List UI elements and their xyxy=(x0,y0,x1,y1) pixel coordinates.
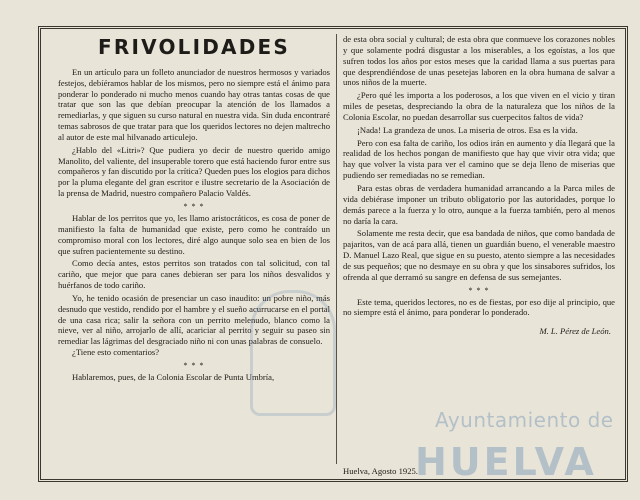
paragraph: En un artículo para un folleto anunciador de nuestros hermosos y variados festejos, debíéramos hablar de los mismos, pero no siempre está el ánimo para ponderar lo ponderado ni mucho menos cuando hay otras tantas cosas de que tratar que son las que debían preocupar la atención de los llamados a remediarlas, y que siguen su curso natural en nuestra vida. Sin duda encontraré temas sabrosos de que tratar para que los queridos lectores no dejen maltrecho al autor de este mal hilvanado articulejo. xyxy=(58,66,330,142)
watermark-line1: Ayuntamiento de xyxy=(435,408,614,432)
paragraph: Hablar de los perritos que yo, les llamo aristocráticos, es cosa de poner de manifiesto la falta de humanidad que existe, pero como he contraído un compromiso moral con los lectores, diré algo aunque solo sea en bien de los que sufren pacientemente su destino. xyxy=(58,212,330,256)
paragraph: ¿Hablo del «Litri»? Que pudiera yo decir de nuestro querido amigo Manolito, del valiente, del insuperable torero que está haciendo furor entre sus compañeros y fan discutido por la crítica? Queden pues los elogios para dichos por la pluma elegante del gran escritor e ilustre secretario de la Asociación de la prensa de Madrid, nuestro compañero Palacio Valdés. xyxy=(58,144,330,199)
watermark-line2: HUELVA xyxy=(415,440,597,484)
author-signature: M. L. Pérez de León. xyxy=(539,326,611,337)
section-separator: * * * xyxy=(183,201,205,211)
column-divider xyxy=(336,34,337,464)
paragraph: Solamente me resta decir, que esa bandada de niños, que como bandada de pajaritos, van de acá para allá, tienen un guardián bueno, el venerable maestro D. Manuel Lazo Real, que sigue en su puesto, atento siempre a las necesidades de sus pequeños; que no desmaye en su obra y que los sinsabores sufridos, los ofrenda al que derramó su sangre en defensa de sus semejantes. xyxy=(343,228,615,282)
section-separator: * * * xyxy=(183,360,205,370)
place-date: Huelva, Agosto 1925. xyxy=(343,466,418,476)
paragraph: Para estas obras de verdadera humanidad arrancando a la Parca miles de vida debiérase imponer un tributo obligatorio por las autoridades, porque lo demás parece a la fuerza y lo otro, aunque a la fuerza también, pero al menos no daría la cara. xyxy=(343,182,615,226)
paragraph: de esta obra social y cultural; de esta obra que conmueve los corazones nobles y que solamente podrá disgustar a los miserables, a los egoístas, a los que sufren todos los años por estos meses que la caridad llama a sus puertas para que desprendiéndose de unas pesetejas laboren en la obra humana de salvar a unos niños de la muerte. xyxy=(343,34,615,88)
paragraph: Como decía antes, estos perritos son tratados con tal solicitud, con tal cariño, que mejor que para canes debieran ser para los niños desvalidos y huérfanos de todo cariño. xyxy=(58,258,330,291)
paragraph: Pero con esa falta de cariño, los odios irán en aumento y día llegará que la realidad de los hechos pongan de manifiesto que hay que vivir otra vida; que hay que volver la vista para ver el camino que se deja lleno de miserias que pudiendo ser remediadas no se remedian. xyxy=(343,137,615,181)
paragraph: Este tema, queridos lectores, no es de fiestas, por eso dije al principio, que no siempre está el ánimo, para ponderar lo ponderado. xyxy=(343,296,615,318)
paragraph: ¿Pero qué les importa a los poderosos, a los que viven en el vicio y tiran miles de pesetas, despreciando la obra de la naturaleza que los niños de la Colonia Escolar, no puedan desarrollar sus cuerpecitos faltos de vida? xyxy=(343,90,615,122)
section-separator: * * * xyxy=(468,285,490,295)
article-left-column xyxy=(58,34,330,383)
paragraph: ¿Tiene esto comentarios? xyxy=(72,347,160,358)
paragraph: Hablaremos, pues, de la Colonia Escolar de Punta Umbría, xyxy=(72,371,275,382)
article-title: FRIVOLIDADES xyxy=(98,35,290,59)
paragraph: Yo, he tenido ocasión de presenciar un caso inaudito: un pobre niño, más desnudo que vestido, rendido por el hambre y el sueño acurrucarse en el portal de una casa rica; salir la señora con un perrito melenudo, blanco como la nieve, ver al niño, arrojarlo de allí, acariciar al perrito y seguir su paseo sin remediar las lágrimas del desgraciado niño ni con unas palabras de consuelo. xyxy=(58,292,330,347)
paragraph: ¡Nada! La grandeza de unos. La miseria de otros. Esa es la vida. xyxy=(357,124,578,135)
article-right-column xyxy=(343,34,615,337)
